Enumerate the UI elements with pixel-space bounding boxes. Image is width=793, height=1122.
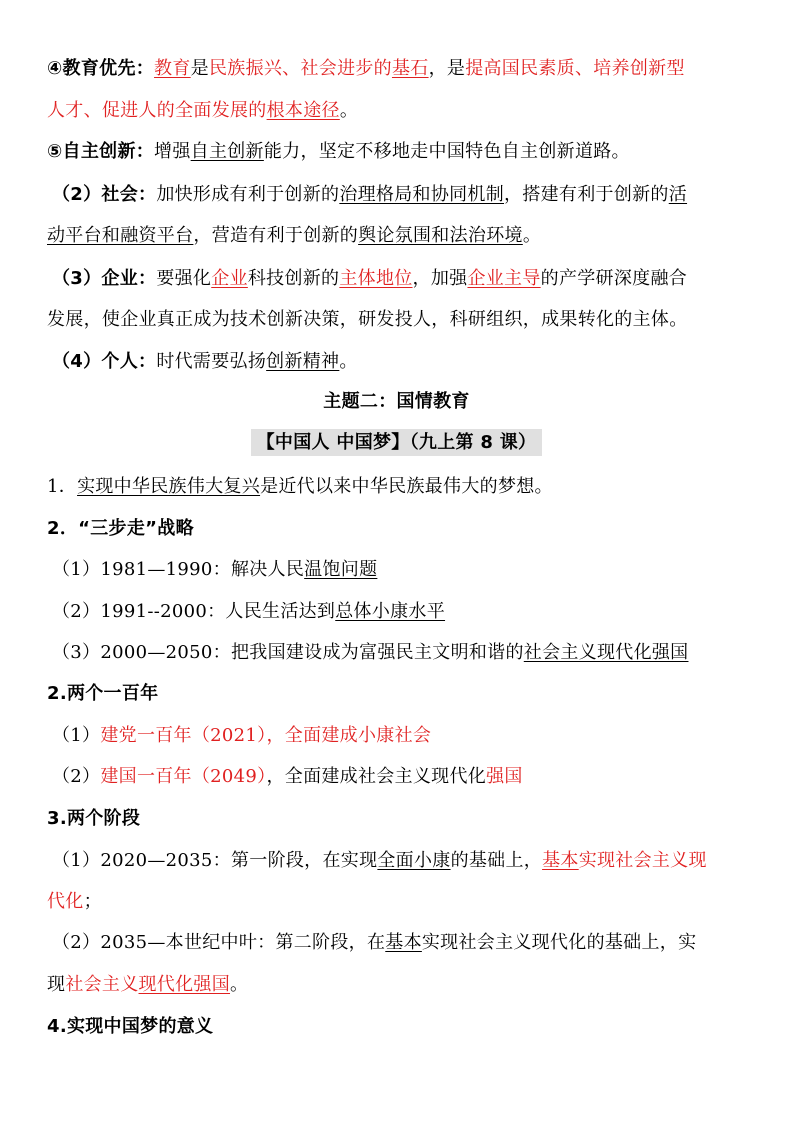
lesson-title: 【中国人 中国梦】（九上第 8 课） — [0, 430, 793, 456]
individual-label: （4）个人： — [52, 351, 157, 372]
two-centenaries-heading: 2.两个一百年 — [47, 683, 159, 704]
enterprise-label: （3）企业： — [52, 268, 157, 289]
enterprise-line1: （3）企业：要强化企业科技创新的主体地位，加强企业主导的产学研深度融合 — [52, 268, 688, 289]
three-steps-item-3: （3）2000—2050：把我国建设成为富强民主文明和谐的社会主义现代化强国 — [52, 642, 689, 663]
three-steps-heading: 2．“三步走”战略 — [47, 518, 194, 539]
centenary-item-1: （1）建党一百年（2021），全面建成小康社会 — [52, 725, 432, 746]
point1-line: 1．实现中华民族伟大复兴是近代以来中华民族最伟大的梦想。 — [47, 476, 553, 497]
centenary-item-2: （2）建国一百年（2049），全面建成社会主义现代化强国 — [52, 766, 523, 787]
item4-label: ④教育优先： — [47, 58, 155, 79]
enterprise-line2: 发展，使企业真正成为技术创新决策，研发投人，科研组织，成果转化的主体。 — [47, 309, 688, 330]
stage-1-line1: （1）2020—2035：第一阶段，在实现全面小康的基础上，基本实现社会主义现 — [52, 850, 707, 871]
stage-2-line1: （2）2035—本世纪中叶：第二阶段，在基本实现社会主义现代化的基础上，实 — [52, 932, 697, 953]
theme-title: 主题二：国情教育 — [323, 391, 470, 412]
two-stages-heading: 3.两个阶段 — [47, 808, 141, 829]
item4-line2: 人才、促进人的全面发展的根本途径。 — [47, 100, 359, 121]
society-line2: 动平台和融资平台，营造有利于创新的舆论氛围和法治环境。 — [47, 225, 542, 246]
stage-1-line2: 代化； — [47, 891, 102, 912]
significance-heading: 4.实现中国梦的意义 — [47, 1016, 214, 1037]
stage-2-line2: 现社会主义现代化强国。 — [47, 974, 249, 995]
item5-line: ⑤自主创新：增强自主创新能力，坚定不移地走中国特色自主创新道路。 — [47, 141, 630, 162]
individual-line: （4）个人：时代需要弘扬创新精神。 — [52, 351, 358, 372]
three-steps-item-2: （2）1991--2000：人民生活达到总体小康水平 — [52, 601, 446, 622]
item5-label: ⑤自主创新： — [47, 141, 155, 162]
society-label: （2）社会： — [52, 184, 157, 205]
item4-line1: ④教育优先：教育是民族振兴、社会进步的基石，是提高国民素质、培养创新型 — [47, 58, 685, 79]
society-line1: （2）社会：加快形成有利于创新的治理格局和协同机制，搭建有利于创新的活 — [52, 184, 688, 205]
three-steps-item-1: （1）1981—1990：解决人民温饱问题 — [52, 559, 378, 580]
